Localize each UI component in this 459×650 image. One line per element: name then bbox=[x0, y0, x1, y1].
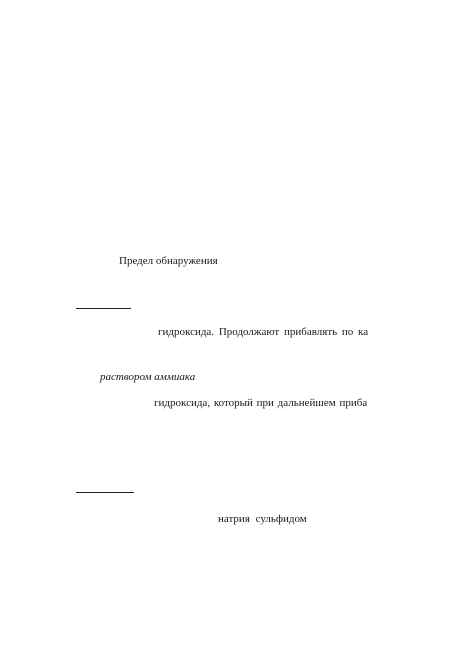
underline-rule bbox=[76, 308, 131, 309]
text-line-detection-limit: Предел обнаружения bbox=[119, 255, 218, 267]
underline-rule bbox=[76, 492, 134, 493]
text-line-hydroxide-further: гидроксида, который при дальнейшем приба bbox=[154, 397, 368, 409]
text-line-hydroxide-continue: гидроксида. Продолжают прибавлять по ка bbox=[158, 326, 369, 338]
text-line-sodium-sulfide: натрия сульфидом bbox=[218, 513, 307, 525]
text-line-ammonia-solution: раствором аммиака bbox=[100, 371, 196, 383]
